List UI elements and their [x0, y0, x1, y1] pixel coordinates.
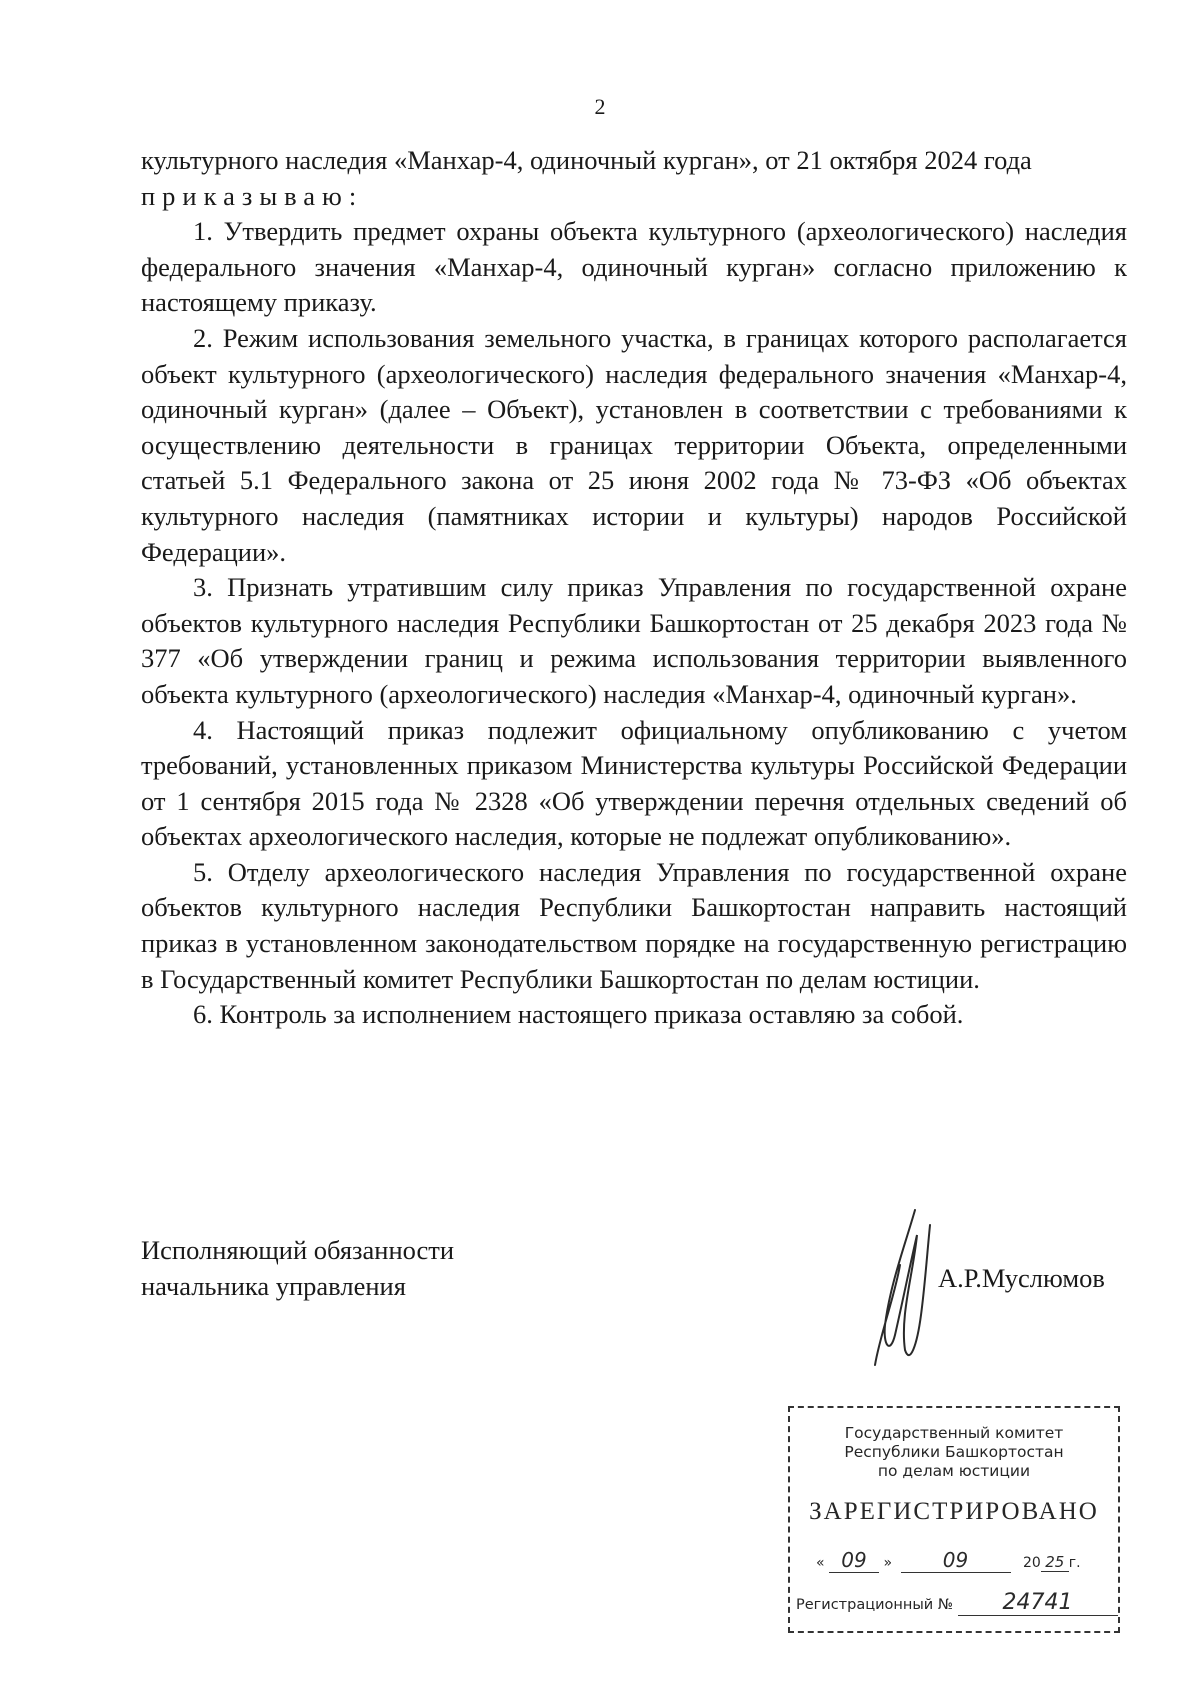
stamp-year-prefix: 20: [1022, 1555, 1041, 1571]
paragraph-3: 3. Признать утратившим силу приказ Управления по государственной охране объектов культурного наследия Республики Башкортостан от 25 декабря 2023 года № 377 «Об утверждении границ и режима использования территории выявленного объекта культурного (археологического) наследия «Манхар-4, одиночный курган».: [141, 572, 1127, 709]
stamp-date: [816, 1548, 1081, 1573]
stamp-org-line-1: Государственный комитет: [844, 1424, 1064, 1442]
stamp-year-suffix: 25: [1041, 1553, 1069, 1572]
paragraph-4: 4. Настоящий приказ подлежит официальному опубликованию с учетом требований, установленных приказом Министерства культуры Российской Федерации от 1 сентября 2015 года № 2328 «Об утверждении перечня отдельных сведений об объектах археологического наследия, которые не подлежат опубликованию».: [141, 714, 1127, 852]
registration-stamp: [788, 1406, 1120, 1633]
stamp-month: 09: [901, 1548, 1011, 1573]
intro-line: культурного наследия «Манхар-4, одиночный курган», от 21 октября 2024 года: [141, 145, 1032, 175]
stamp-reg-number: 24741: [958, 1590, 1118, 1616]
order-verb: приказываю:: [141, 180, 364, 211]
stamp-registration: [796, 1590, 1118, 1616]
position-line-2: начальника управления: [141, 1271, 406, 1301]
signatory-position: [141, 1232, 454, 1304]
stamp-reg-label: Регистрационный №: [796, 1597, 953, 1613]
stamp-status: ЗАРЕГИСТРИРОВАНО: [809, 1498, 1099, 1525]
paragraph-5: 5. Отделу археологического наследия Управления по государственной охране объектов культурного наследия Республики Башкортостан направить настоящий приказ в установленном законодательством порядке на государственную регистрацию в Государственный комитет Республики Башкортостан по делам юстиции.: [141, 856, 1127, 994]
stamp-quote-close: »: [883, 1555, 893, 1571]
paragraph-2: 2. Режим использования земельного участка, в границах которого располагается объект культурного (археологического) наследия федерального значения «Манхар-4, одиночный курган» (далее – Объект), установлен в соответствии с требованиями к осуществлению деятельности в границах территории Объекта, определенными статьей 5.1 Федерального закона от 25 июня 2002 года № 73-ФЗ «Об объектах культурного наследия (памятниках истории и культуры) народов Российской Федерации».: [141, 322, 1127, 567]
page-number: 2: [594, 94, 606, 119]
stamp-organization: [790, 1424, 1118, 1481]
stamp-year-abbr: г.: [1068, 1555, 1081, 1571]
paragraph-1: 1. Утвердить предмет охраны объекта культурного (археологического) наследия федерального значения «Манхар-4, одиночный курган» согласно приложению к настоящему приказу.: [141, 216, 1127, 318]
stamp-org-line-3: по делам юстиции: [877, 1462, 1031, 1480]
signer-name: А.Р.Муслюмов: [938, 1263, 1105, 1293]
stamp-quote-open: «: [816, 1555, 825, 1571]
stamp-day: 09: [829, 1548, 879, 1573]
stamp-org-line-2: Республики Башкортостан: [844, 1443, 1064, 1461]
position-line-1: Исполняющий обязанности: [141, 1235, 455, 1265]
paragraph-6: 6. Контроль за исполнением настоящего приказа оставляю за собой.: [193, 999, 964, 1030]
order-body: [141, 143, 1127, 1033]
